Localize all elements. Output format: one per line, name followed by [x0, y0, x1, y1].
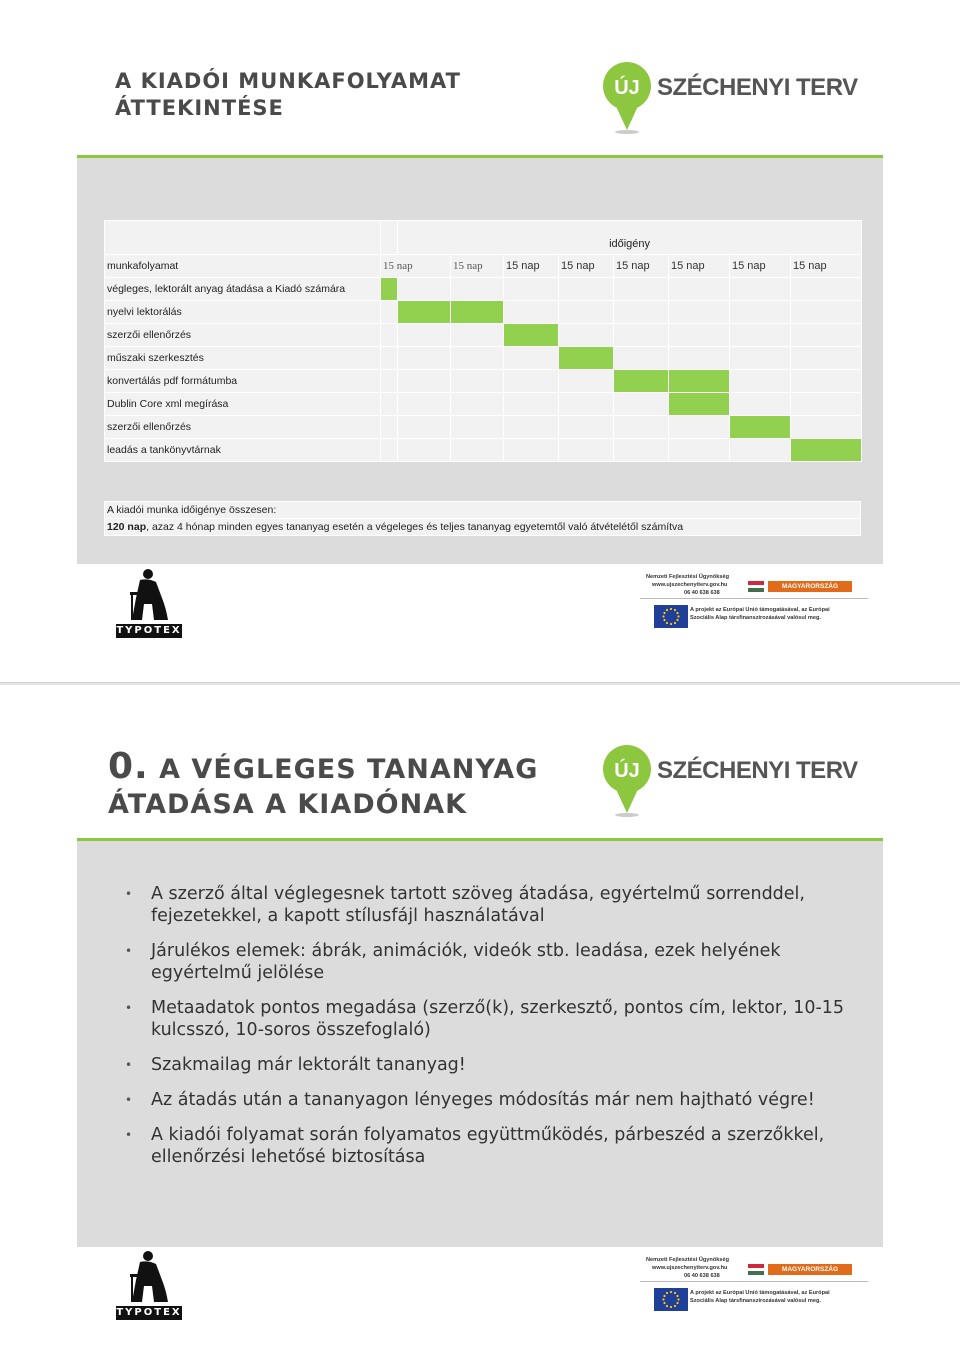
gantt-task-label: nyelvi lektorálás: [105, 301, 381, 324]
gantt-cell: [504, 324, 559, 347]
gantt-cell: [559, 301, 614, 324]
gantt-column-header: 15 nap: [504, 255, 559, 278]
map-pin-icon: [601, 60, 655, 134]
gantt-cell: [614, 324, 669, 347]
gantt-cell: [504, 370, 559, 393]
logo-pin-text: ÚJ: [614, 77, 640, 99]
gantt-label-header: munkafolyamat: [105, 255, 381, 278]
gantt-cell: [791, 278, 862, 301]
gantt-cell: [730, 439, 791, 462]
eu-flag-icon: [654, 1288, 688, 1311]
title-line-1: [108, 746, 539, 787]
gantt-cell: [398, 278, 451, 301]
gantt-row: [105, 439, 862, 462]
gantt-cell: [398, 347, 451, 370]
bullet-item: [125, 997, 845, 1041]
bullet-item: [125, 1089, 845, 1111]
bullet-text: A szerző által véglegesnek tartott szöveg átadása, egyértelmű sorrenddel, fejezetekkel, a kapott stílusfájl használatával: [151, 884, 805, 926]
gantt-corner: [105, 221, 381, 255]
gantt-row: [105, 278, 862, 301]
hungarian-flag-icon: [748, 581, 764, 592]
gantt-cell: [559, 278, 614, 301]
nfu-phone: 06 40 638 638: [684, 590, 720, 596]
logo-brand-text: SZÉCHENYI TERV: [657, 757, 858, 784]
bullet-dot-icon: •: [125, 1001, 133, 1015]
gantt-column-header: 15 nap: [669, 255, 730, 278]
eu-support-line-2: Szociális Alap társfinanszírozásával valósul meg.: [690, 615, 821, 621]
gantt-column-header: 15 nap: [451, 255, 504, 278]
gantt-cell: [381, 278, 398, 301]
gantt-cell: [730, 324, 791, 347]
bullet-item: [125, 1124, 845, 1168]
bullet-text: Szakmailag már lektorált tananyag!: [151, 1055, 466, 1075]
gantt-column-header: 15 nap: [559, 255, 614, 278]
bullet-dot-icon: •: [125, 1058, 133, 1072]
gantt-header-title: időigény: [398, 221, 862, 255]
gantt-cell: [559, 370, 614, 393]
gantt-cell: [791, 347, 862, 370]
bullet-item: [125, 940, 845, 984]
gantt-cell: [730, 301, 791, 324]
bullet-item: [125, 883, 845, 927]
gantt-cell: [451, 278, 504, 301]
gantt-cell: [730, 393, 791, 416]
eu-support-block: [640, 1251, 868, 1315]
gantt-cell: [614, 301, 669, 324]
gantt-cell: [451, 439, 504, 462]
gantt-column-header: 15 nap: [614, 255, 669, 278]
gantt-cell: [398, 370, 451, 393]
gantt-task-label: szerzői ellenőrzés: [105, 416, 381, 439]
gantt-cell: [451, 301, 504, 324]
eu-divider: [640, 598, 868, 599]
gantt-cell: [614, 347, 669, 370]
gantt-cell: [730, 347, 791, 370]
gantt-cell: [381, 393, 398, 416]
gantt-cell: [381, 439, 398, 462]
slide-1: [0, 0, 960, 683]
map-pin-icon: [601, 743, 655, 817]
gantt-task-label: konvertálás pdf formátumba: [105, 370, 381, 393]
gantt-cell: [381, 416, 398, 439]
gantt-cell: [791, 370, 862, 393]
gantt-cell: [669, 324, 730, 347]
gantt-cell: [381, 301, 398, 324]
nfu-phone: 06 40 638 638: [684, 1273, 720, 1279]
slide-2-title: [108, 746, 539, 822]
gantt-task-label: szerzői ellenőrzés: [105, 324, 381, 347]
nfu-name: Nemzeti Fejlesztési Ügynökség: [646, 1257, 730, 1263]
gantt-cell: [791, 393, 862, 416]
gantt-spacer: [381, 221, 398, 255]
gantt-task-label: műszaki szerkesztés: [105, 347, 381, 370]
gantt-cell: [559, 324, 614, 347]
gantt-cell: [398, 393, 451, 416]
bullet-dot-icon: •: [125, 1093, 133, 1107]
gantt-column-header: 15 nap: [730, 255, 791, 278]
gantt-cell: [559, 439, 614, 462]
bullet-text: Metaadatok pontos megadása (szerző(k), szerkesztő, pontos cím, lektor, 10-15 kulcsszó, 10-soros összefoglaló): [151, 998, 845, 1040]
gantt-cell: [791, 439, 862, 462]
bullet-dot-icon: •: [125, 887, 133, 901]
gantt-cell: [381, 370, 398, 393]
gantt-row: [105, 324, 862, 347]
bullet-text: Járulékos elemek: ábrák, animációk, videók stb. leadása, ezek helyének egyértelmű jelölése: [151, 941, 781, 983]
title-line-1: A KIADÓI MUNKAFOLYAMAT: [115, 69, 461, 93]
hungarian-flag-icon: [748, 1264, 764, 1275]
gantt-cell: [614, 393, 669, 416]
gantt-row: [105, 393, 862, 416]
gantt-cell: [398, 301, 451, 324]
summary-table: [104, 501, 861, 536]
gantt-cell: [669, 439, 730, 462]
gantt-row: [105, 370, 862, 393]
gantt-cell: [451, 416, 504, 439]
gantt-cell: [730, 370, 791, 393]
szechenyi-terv-logo: [601, 60, 858, 140]
gantt-cell: [451, 393, 504, 416]
logo-brand-text: SZÉCHENYI TERV: [657, 74, 858, 101]
gantt-cell: [504, 347, 559, 370]
eu-support-line-1: A projekt az Európai Unió támogatásával, az Európai: [690, 1290, 830, 1296]
bullet-list: [125, 883, 845, 1181]
gantt-cell: [669, 393, 730, 416]
bullet-text: Az átadás után a tananyagon lényeges módosítás már nem hajtható végre!: [151, 1090, 815, 1110]
gantt-cell: [614, 370, 669, 393]
gantt-cell: [669, 278, 730, 301]
gantt-column-header: 15 nap: [381, 255, 451, 278]
szechenyi-terv-logo: [601, 743, 858, 823]
gantt-row: [105, 416, 862, 439]
gantt-cell: [614, 416, 669, 439]
summary-rest: , azaz 4 hónap minden egyes tananyag esetén a végeleges és teljes tananyag egyetemtől való átvételétől számítva: [146, 521, 684, 533]
eu-support-block: [640, 568, 868, 632]
hu-renewal-banner: MAGYARORSZÁG: [768, 581, 852, 592]
gantt-cell: [398, 439, 451, 462]
gantt-column-header: 15 nap: [791, 255, 862, 278]
summary-line-1: A kiadói munka időigénye összesen:: [105, 502, 861, 519]
gantt-cell: [730, 416, 791, 439]
gantt-cell: [381, 324, 398, 347]
title-line-1-text: A VÉGLEGES TANANYAG: [159, 754, 539, 785]
eu-flag-icon: [654, 605, 688, 628]
typotex-figure-icon: [128, 568, 172, 622]
gantt-cell: [669, 301, 730, 324]
gantt-task-label: Dublin Core xml megírása: [105, 393, 381, 416]
gantt-cell: [559, 347, 614, 370]
gantt-cell: [398, 324, 451, 347]
gantt-cell: [504, 416, 559, 439]
summary-line-2: [105, 519, 861, 536]
typotex-logo: [116, 1250, 186, 1324]
gantt-cell: [559, 393, 614, 416]
gantt-cell: [791, 324, 862, 347]
typotex-logo: [116, 568, 186, 642]
eu-support-line-1: A projekt az Európai Unió támogatásával, az Európai: [690, 607, 830, 613]
nfu-name: Nemzeti Fejlesztési Ügynökség: [646, 574, 730, 580]
eu-support-line-2: Szociális Alap társfinanszírozásával valósul meg.: [690, 1298, 821, 1304]
workflow-gantt-table: [104, 220, 862, 462]
slide-2: [0, 685, 960, 1367]
gantt-cell: [398, 416, 451, 439]
gantt-task-label: leadás a tankönyvtárnak: [105, 439, 381, 462]
typotex-figure-icon: [128, 1250, 172, 1304]
gantt-cell: [669, 370, 730, 393]
gantt-cell: [451, 324, 504, 347]
gantt-cell: [504, 278, 559, 301]
gantt-cell: [614, 278, 669, 301]
gantt-cell: [669, 416, 730, 439]
gantt-cell: [559, 416, 614, 439]
gantt-cell: [614, 439, 669, 462]
slide-1-title: [115, 68, 461, 122]
gantt-cell: [451, 347, 504, 370]
gantt-cell: [504, 439, 559, 462]
nfu-url: www.ujszechenyiterv.gov.hu: [652, 582, 728, 588]
gantt-cell: [730, 278, 791, 301]
hu-renewal-banner: MAGYARORSZÁG: [768, 1264, 852, 1275]
nfu-url: www.ujszechenyiterv.gov.hu: [652, 1265, 728, 1271]
section-number: 0.: [108, 746, 149, 787]
typotex-wordmark: TYPOTEX: [116, 625, 182, 636]
gantt-cell: [381, 347, 398, 370]
summary-total: 120 nap: [107, 521, 147, 533]
gantt-cell: [451, 370, 504, 393]
bullet-dot-icon: •: [125, 944, 133, 958]
typotex-wordmark: TYPOTEX: [116, 1307, 182, 1318]
gantt-cell: [504, 301, 559, 324]
gantt-cell: [791, 301, 862, 324]
gantt-cell: [669, 347, 730, 370]
gantt-row: [105, 347, 862, 370]
bullet-item: [125, 1054, 845, 1076]
title-line-2: ÁTADÁSA A KIADÓNAK: [108, 789, 468, 820]
logo-pin-text: ÚJ: [614, 760, 640, 782]
gantt-cell: [791, 416, 862, 439]
eu-divider: [640, 1281, 868, 1282]
bullet-text: A kiadói folyamat során folyamatos együttműködés, párbeszéd a szerzőkkel, ellenőrzési lehetősé biztosítása: [151, 1125, 825, 1167]
gantt-row: [105, 301, 862, 324]
title-line-2: ÁTTEKINTÉSE: [115, 96, 284, 120]
gantt-cell: [504, 393, 559, 416]
bullet-dot-icon: •: [125, 1128, 133, 1142]
gantt-task-label: végleges, lektorált anyag átadása a Kiadó számára: [105, 278, 381, 301]
